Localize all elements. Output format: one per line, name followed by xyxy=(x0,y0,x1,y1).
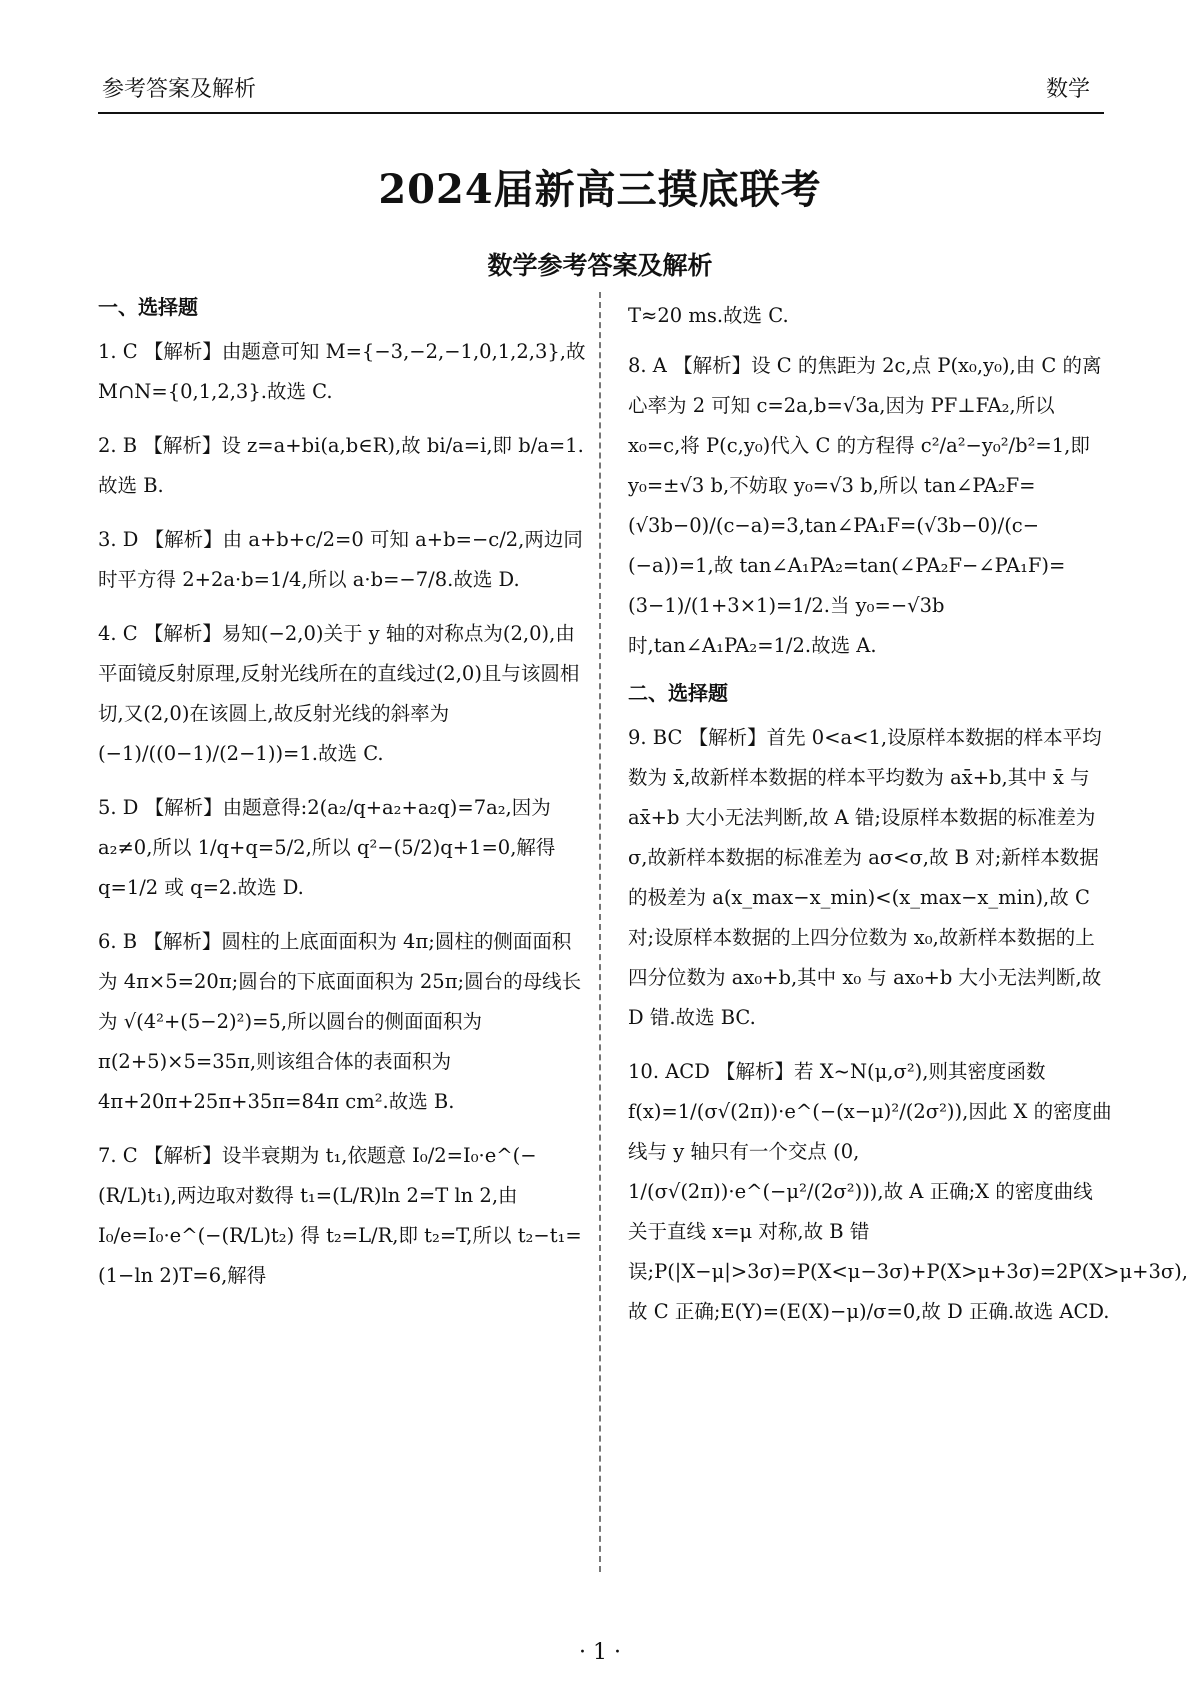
answer-item-1 xyxy=(98,332,590,412)
answer-item-10 xyxy=(628,1052,1188,1332)
answer-item-9 xyxy=(628,718,1112,1038)
answer-text: 8. A 【解析】设 C 的焦距为 2c,点 P(x₀,y₀),由 C 的离心率为 2 可知 c=2a,b=√3a,因为 PF⊥FA₂,所以 x₀=c,将 P(c,y₀)代入 C 的方程得 c²/a²−y₀²/b²=1,即 y₀=±√3 b,不妨取 y₀=√3 b,所以 tan∠PA₂F=(√3b−0)/(c−a)=3,tan∠PA₁F=(√3b−0)/(c−(−a))=1,故 tan∠A₁PA₂=tan(∠PA₂F−∠PA₁F)=(3−1)/(1+3×1)=1/2.当 y₀=−√3b 时,tan∠A₁PA₂=1/2.故选 A. xyxy=(628,354,1102,657)
answer-item-2 xyxy=(98,426,590,506)
document-subtitle: 数学参考答案及解析 xyxy=(487,251,713,280)
answer-text: 4. C 【解析】易知(−2,0)关于 y 轴的对称点为(2,0),由平面镜反射原理,反射光线所在的直线过(2,0)且与该圆相切,又(2,0)在该圆上,故反射光线的斜率为 (−1)/((0−1)/(2−1))=1.故选 C. xyxy=(98,622,580,765)
page-number: · 1 · xyxy=(579,1640,621,1665)
answer-text: 6. B 【解析】圆柱的上底面面积为 4π;圆柱的侧面面积为 4π×5=20π;圆台的下底面面积为 25π;圆台的母线长为 √(4²+(5−2)²)=5,所以圆台的侧面面积为 π(2+5)×5=35π,则该组合体的表面积为 4π+20π+25π+35π=84π cm².故选 B. xyxy=(98,930,582,1113)
answer-text: 7. C 【解析】设半衰期为 t₁,依题意 I₀/2=I₀·e^(−(R/L)t₁),两边取对数得 t₁=(L/R)ln 2=T ln 2,由 I₀/e=I₀·e^(−(R/L)t₂) 得 t₂=L/R,即 t₂=T,所以 t₂−t₁=(1−ln 2)T=6,解得 xyxy=(98,1144,582,1287)
answer-text: 3. D 【解析】由 a+b+c/2=0 可知 a+b=−c/2,两边同时平方得 2+2a·b=1/4,所以 a·b=−7/8.故选 D. xyxy=(98,528,583,591)
answer-text: 9. BC 【解析】首先 0<a<1,设原样本数据的样本平均数为 x̄,故新样本数据的样本平均数为 ax̄+b,其中 x̄ 与 ax̄+b 大小无法判断,故 A 错;设原样本数据的标准差为 σ,故新样本数据的标准差为 aσ<σ,故 B 对;新样本数据的极差为 a(x_max−x_min)<(x_max−x_min),故 C 对;设原样本数据的上四分位数为 x₀,故新样本数据的上四分位数为 ax₀+b,其中 x₀ 与 ax₀+b 大小无法判断,故 D 错.故选 BC. xyxy=(628,726,1102,1029)
answer-text: 1. C 【解析】由题意可知 M={−3,−2,−1,0,1,2,3},故 M∩N={0,1,2,3}.故选 C. xyxy=(98,340,586,403)
answer-item-4 xyxy=(98,614,590,774)
answer-text: 2. B 【解析】设 z=a+bi(a,b∈R),故 bi/a=i,即 b/a=1.故选 B. xyxy=(98,434,584,497)
answer-item-3 xyxy=(98,520,590,600)
answer-item-6 xyxy=(98,922,590,1122)
left-column xyxy=(98,296,590,1296)
answer-text: 5. D 【解析】由题意得:2(a₂/q+a₂+a₂q)=7a₂,因为 a₂≠0,所以 1/q+q=5/2,所以 q²−(5/2)q+1=0,解得 q=1/2 或 q=2.故选 D. xyxy=(98,796,556,899)
continuation-text: T≈20 ms.故选 C. xyxy=(628,304,789,327)
right-column xyxy=(628,296,1188,1332)
section-heading-2: 二、选择题 xyxy=(628,681,728,705)
document-title: 2024届新高三摸底联考 xyxy=(378,166,822,213)
header-left-label: 参考答案及解析 xyxy=(102,77,257,102)
column-divider xyxy=(599,292,601,1572)
header-subject-label: 数学 xyxy=(1045,77,1090,102)
answer-item-5 xyxy=(98,788,590,908)
answer-item-8 xyxy=(628,346,1112,666)
section-heading-1: 一、选择题 xyxy=(98,295,198,319)
answer-text: 10. ACD 【解析】若 X~N(μ,σ²),则其密度函数 f(x)=1/(σ√(2π))·e^(−(x−μ)²/(2σ²)),因此 X 的密度曲线与 y 轴只有一个交点 (0, 1/(σ√(2π))·e^(−μ²/(2σ²))),故 A 正确;X 的密度曲线关于直线 x=μ 对称,故 B 错误;P(|X−μ|>3σ)=P(X<μ−3σ)+P(X>μ+3σ)=2P(X>μ+3σ),故 C 正确;E(Y)=(E(X)−μ)/σ=0,故 D 正确.故选 ACD. xyxy=(628,1060,1188,1323)
header-rule xyxy=(98,112,1104,114)
answer-item-7 xyxy=(98,1136,590,1296)
